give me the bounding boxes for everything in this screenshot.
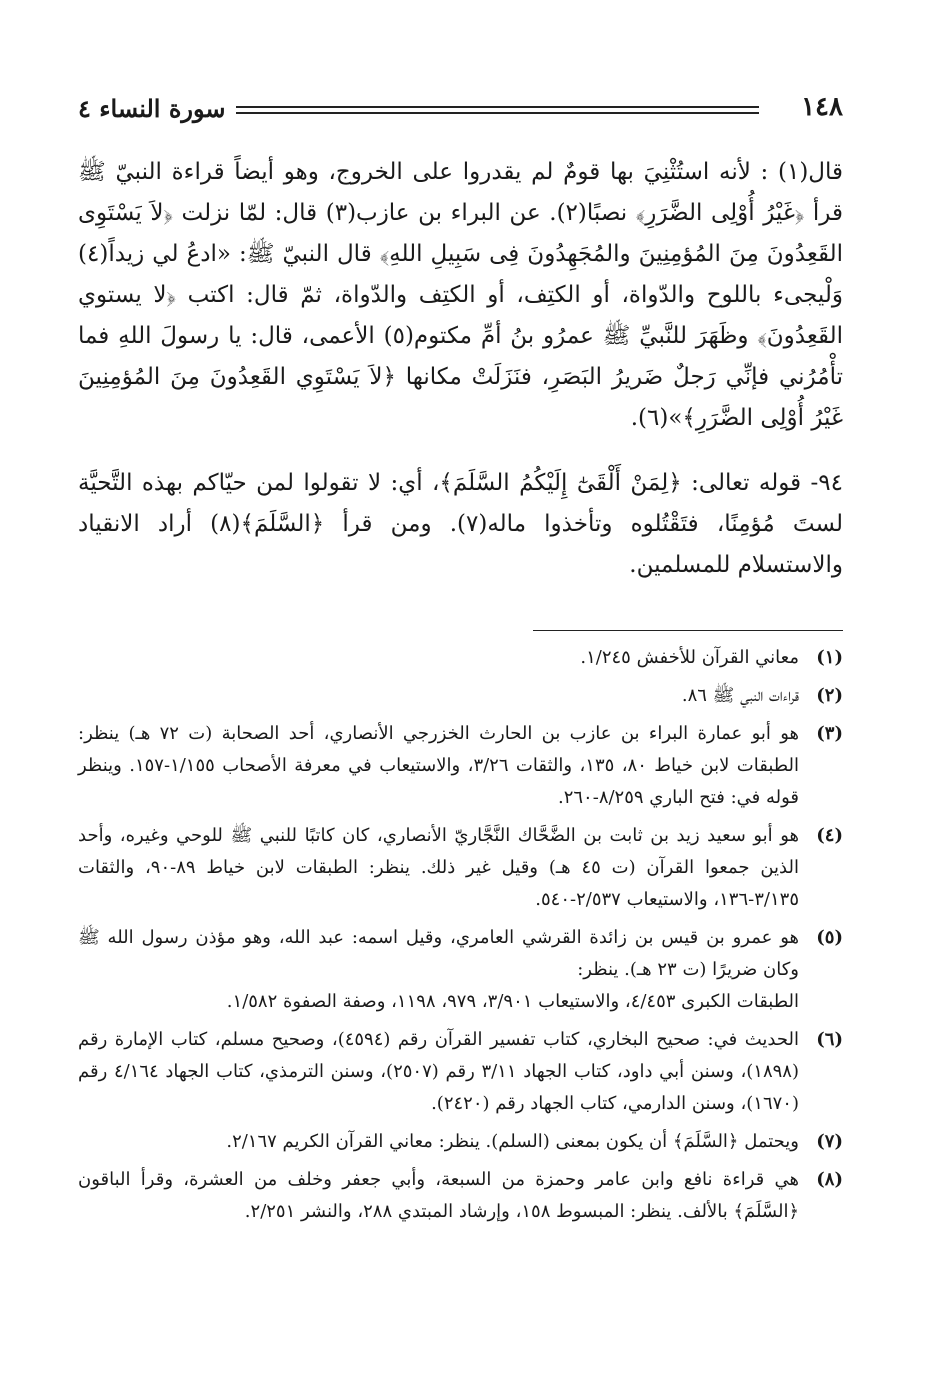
- footnote: [78, 1126, 843, 1158]
- footnote-text: الحديث في: صحيح البخاري، كتاب تفسير القرآن رقم (٤٥٩٤)، وصحيح مسلم، كتاب الإمارة رقم (١٨٩٨)، وسنن أبي داود، كتاب الجهاد ٣/١١ رقم (٢٥٠٧)، وسنن الترمذي، كتاب الجهاد ٤/١٦٤ رقم (١٦٧٠)، وسنن الدارمي، كتاب الجهاد رقم (٢٤٢٠).: [78, 1029, 799, 1114]
- footnotes: [78, 642, 843, 1234]
- footnote: [78, 718, 843, 814]
- footnote-text: [78, 922, 799, 1018]
- footnote-text: هو أبو عمارة البراء بن عازب بن الحارث الخزرجي الأنصاري، أحد الصحابة (ت ٧٢ هـ) ينظر: الطبقات لابن خياط ٨٠، ١٣٥، والثقات ٣/٢٦، والاستيعاب في معرفة الأصحاب ١/١٥٥-١٥٧. وينظر قوله في: فتح الباري ٨/٢٥٩-٢٦٠.: [78, 723, 800, 808]
- footnote: [78, 922, 843, 1018]
- footnote-number: (٢): [816, 685, 843, 706]
- footnote-text: معاني القرآن للأخفش ١/٢٤٥.: [580, 647, 799, 668]
- footnote: [78, 1164, 843, 1228]
- book-page: [78, 0, 843, 1381]
- footnote-text: هي قراءة نافع وابن عامر وحمزة من السبعة، وأبي جعفر وخلف من العشرة، وقرأ الباقون ﴿السَّلَمَ﴾ بالألف. ينظر: المبسوط ١٥٨، وإرشاد المبتدي ٢٨٨، والنشر ٢/٢٥١.: [78, 1169, 799, 1222]
- footnote-number: (٨): [816, 1169, 843, 1190]
- footnote-number: (٥): [816, 927, 843, 948]
- page-header: [78, 92, 843, 132]
- footnote-continuation: الطبقات الكبرى ٤/٤٥٣، والاستيعاب ٣/٩٠١، ٩٧٩، ١١٩٨، وصفة الصفوة ١/٥٨٢.: [226, 991, 799, 1012]
- footnote: [78, 680, 843, 712]
- footnote: [78, 820, 843, 916]
- footnote-text: ويحتمل ﴿السَّلَمَ﴾ أن يكون بمعنى (السلم). ينظر: معاني القرآن الكريم ٢/١٦٧.: [226, 1131, 799, 1152]
- main-text: [78, 152, 843, 610]
- footnote-number: (٣): [816, 723, 843, 744]
- footnote: [78, 1024, 843, 1120]
- paragraph: ٩٤- قوله تعالى: ﴿لِمَنْ أَلْقَىٰٓ إِلَيْكُمُ السَّلَمَ﴾، أي: لا تقولوا لمن حيّاكم بهذه التَّحيَّة لستَ مُؤمِنًا، فتَقْتُلوه وتأخذوا ماله(٧). ومن قرأ ﴿السَّلَمَ﴾(٨) أراد الانقياد والاستسلام للمسلمين.: [78, 470, 843, 578]
- header-double-rule: [236, 106, 759, 114]
- page-number: ١٤٨: [801, 92, 843, 122]
- footnote-number: (٦): [816, 1029, 843, 1050]
- paragraph: قال(١) : لأنه استُثْنِيَ بها قومٌ لم يقدروا على الخروج، وهو أيضاً قراءة النبيّ ﷺ قرأ ﴿غَيْرُ أُوْلِى الضَّرَرِ﴾ نصبًا(٢). عن البراء بن عازب(٣) قال: لمّا نزلت ﴿لاَ يَسْتَوِى القَعِدُونَ مِنَ المُؤمِنِينَ والمُجَهِدُونَ فِى سَبِيلِ اللهِ﴾ قال النبيّ ﷺ: «ادعُ لي زيداً(٤) وَلْيجىء باللوح والدّواة، أو الكتِف، أو الكتِف والدّواة، ثمّ قال: اكتب ﴿لا يستوي القَعِدُونَ﴾ وظَهَرَ للنَّبيِّ ﷺ عمرُو بنُ أمِّ مكتوم(٥) الأعمى، قال: يا رسولَ اللهِ فما تأْمُرُني فإنِّي رَجلٌ ضَريرُ البَصَرِ، فنَزَلَتْ مكانها ﴿لاَ يَسْتَوِي القَعِدُونَ مِنَ المُؤمِنِينَ غَيْرُ أُوْلِى الضَّرَرِ﴾»(٦).: [78, 159, 843, 431]
- footnote-number: (١): [816, 647, 843, 668]
- footnote-number: (٤): [816, 825, 843, 846]
- footnote: [78, 642, 843, 674]
- footnote-text-line: هو عمرو بن قيس بن زائدة القرشي العامري، وقيل اسمه: عبد الله، وهو مؤذن رسول الله ﷺ وكان ضريرًا (ت ٢٣ هـ). ينظر:: [78, 927, 799, 980]
- footnote-text: هو أبو سعيد زيد بن ثابت بن الضَّحَّاك النَّجَّاريّ الأنصاري، كان كاتبًا للنبي ﷺ للوحي وغيره، وأحد الذين جمعوا القرآن (ت ٤٥ هـ) وقيل غير ذلك. ينظر: الطبقات لابن خياط ٨٩-٩٠، والثقات ٣/١٣٥-١٣٦، والاستيعاب ٢/٥٣٧-٥٤٠.: [78, 825, 799, 910]
- footnote-text: قراءات النبي ﷺ ٨٦.: [681, 685, 799, 706]
- footnote-number: (٧): [816, 1131, 843, 1152]
- footnote-separator: [533, 630, 843, 631]
- surah-title: سورة النساء ٤: [78, 94, 226, 123]
